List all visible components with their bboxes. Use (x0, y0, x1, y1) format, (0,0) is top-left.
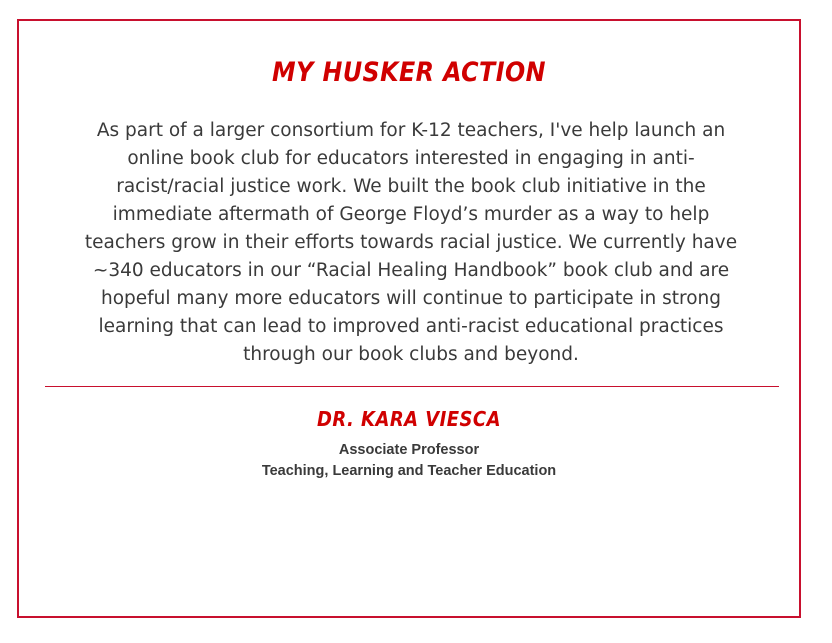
person-department: Teaching, Learning and Teacher Education (261, 463, 557, 479)
section-heading: MY HUSKER ACTION (272, 57, 546, 88)
person-title: Associate Professor (338, 442, 480, 458)
person-name: DR. KARA VIESCA (317, 407, 501, 431)
testimonial-quote: As part of a larger consortium for K-12 teachers, I've help launch an online book club for educators interested in engaging in anti-racist/racial justice work. We built the book club initiative in the immediate aftermath of George Floyd’s murder as a way to help teachers grow in their efforts towards racial justice. We currently have ~340 educators in our “Racial Healing Handbook” book club and are hopeful many more educators will continue to participate in strong learning that can lead to improved anti-racist educational practices through our book clubs and beyond. (84, 120, 738, 365)
divider (45, 386, 779, 387)
testimonial-card (17, 19, 801, 618)
